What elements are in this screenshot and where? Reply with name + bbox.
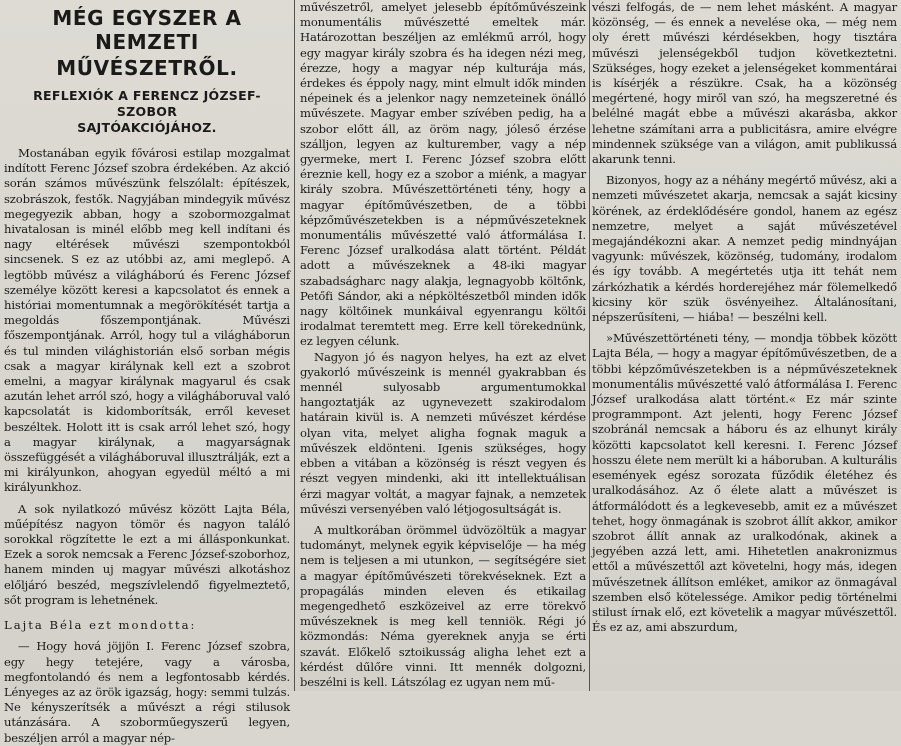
- paragraph: művészetről, amelyet jelesebb építőművészeink monumentális művészetté emeltek már. Határozottan beszéljen az emlékmű arról, hogy egy magyar király szobra és ha idegen nézi meg, érezze, hogy a magyar nép kulturája más, érdekes és éppoly nagy, mint elmult idők minden népeinek és a jelenkor nagy nemzeteinek önálló művészete. Magyar ember szívében pedig, ha a szobor előtt áll, az öröm nagy, jóleső érzése szálljon, legyen az kulturember, vagy a nép gyermeke, mert I. Ferenc József szobra előtt éreznie kell, hogy ez a szobor a miénk, a magyar király szobra. Művészettörténeti tény, hogy a magyar építőművészetben, de a többi képzőművészetekben is a népművészeteknek monumentális művészetté való átformálása I. Ferenc József uralkodása alatt történt. Példát adott a művészeknek a 48-iki magyar szabadságharc nagy alakja, legnagyobb költőnk, Petőfi Sándor, aki a népköltészetből minden idők nagy költőinek munkáival egyenrangu költői irodalmat teremtett meg. Erre kell törekednünk, ez legyen célunk.: [300, 0, 586, 349]
- article-subtitle: [10, 88, 284, 136]
- column-divider: [294, 0, 295, 691]
- column-3: [592, 0, 897, 691]
- paragraph: Bizonyos, hogy az a néhány megértő művész, aki a nemzeti művészetet akarja, nemcsak a saját kicsiny körének, az érdeklődésére gondol, hanem az egész nemzetre, melyet a saját művészetével megajándékozni akar. A nemzet pedig mindnyájan vagyunk: művészek, közönség, tudomány, irodalom és így tovább. A megértetés utja itt tehát nem zárkózhatik a kérdés horderejéhez már fölemelkedő kicsiny kör szük ösvényeihez. Általánosítani, népszerűsíteni, — hiába! — beszélni kell.: [592, 173, 897, 325]
- column-2: [300, 0, 586, 691]
- column-divider: [589, 0, 590, 691]
- article-subtitle-line-2: SAJTÓAKCIÓJÁHOZ.: [77, 120, 217, 135]
- paragraph: — Hogy hová jöjjön I. Ferenc József szobra, egy hegy tetejére, vagy a városba, megfontolandó és nem a legfontosabb kérdés. Lényeges az az örök igazság, hogy: semmi tulzás. Ne kényszerítsék a művészt a régi stilusok utánzására. A szoborműegyszerű legyen, beszéljen arról a magyar nép-: [4, 639, 290, 745]
- paragraph: »Művészettörténeti tény, — mondja többek között Lajta Béla, — hogy a magyar építőművészetben, de a többi képzőművészetekben is a népművészeteknek monumentális művészetté való átformálása I. Ferenc József uralkodása alatt történt.« Ez már szinte programmpont. Azt jelenti, hogy Ferenc József szobránál nemcsak a háboru és az elhunyt király közötti kapcsolatot kell keresni. I. Ferenc József hosszu élete nem merült ki a háboruban. A kulturális események egész sorozata fűződik életéhez és uralkodásához. Az ő élete alatt a művészet is átformálódott és a legkevesebb, amit ez a művészet tehet, hogy önmagának is szobrot állít akkor, amikor szobrot állít annak az uralkodónak, akinek a jegyében azzá lett, ami. Hihetetlen anakronizmus ettől a művészettől azt követelni, hogy más, idegen művészetnek állítson emléket, amikor az önmagával szemben első kötelessége. Amikor pedig történelmi stilust írnak elő, ezt követelik a magyar művészettől. És ez az, ami abszurdum,: [592, 331, 897, 635]
- article-title-line-2: MŰVÉSZETRŐL.: [56, 56, 238, 80]
- column-1: [4, 0, 290, 745]
- paragraph: A sok nyilatkozó művész között Lajta Béla, műépítész nagyon tömör és nagyon találó sorokkal rögzítette le ezt a mi állásponkunkat. Ezek a sorok nemcsak a Ferenc József-szoborhoz, hanem minden uj magyar művészi alkotáshoz előljáró beszéd, megszívlelendő figyelmeztető, sőt program is lehetnének.: [4, 501, 290, 607]
- article-subtitle-line-1: REFLEXIÓK A FERENCZ JÓZSEF-SZOBOR: [33, 88, 261, 119]
- paragraph: Nagyon jó és nagyon helyes, ha ezt az elvet gyakorló művészeink is mennél gyakrabban és mennél sulyosabb argumentumokkal hangoztatják az ugynevezett szakirodalom határain kivül is. A nemzeti művészet kérdése olyan vita, melyet aligha fognak maguk a művészek eldönteni. Igenis szükséges, hogy ebben a vitában a közönség is részt vegyen és részt vegyen mindenki, aki itt intellektuálisan érzi magyar voltát, a magyar fajnak, a nemzetek művészi versenyében való létjogosultságát is.: [300, 349, 586, 516]
- paragraph-quote-intro: Lajta Béla ezt mondotta:: [4, 618, 197, 633]
- paragraph: vészi felfogás, de — nem lehet másként. A magyar közönség, — és ennek a nevelése okа, — még nem oly érett művészi kérdésekben, hogy tisztára művészi jelenségekből tudjon következtetni. Szükséges, hogy ezeket a jelenségeket kommentárai is kísérjék a részükre. Csak, ha a közönség megértené, hogy miről van szó, ha megszeretné és belélné magát ebbe a művészi akarásba, akkor lehetne számítani arra a publicitásra, amire elvégre mindennek szüksége van a világon, amit publikussá akarunk tenni.: [592, 0, 897, 167]
- paragraph: Mostanában egyik fővárosi estilap mozgalmat indított Ferenc József szobra érdekében. Az akció során számos művészünk felszólalt: építészek, szobrászok, festők. Nagyjában mindegyik művész megegyezik abban, hogy a szobormozgalmat hivatalosan is minél előbb meg kell indítani és nagy eltérések művészi szempontokból sincsenek. S ez az utóbbi az, ami meglepő. A legtöbb művész a világháború és Ferenc József személye között keresi a kapcsolatot és ennek a históriai momentumnak a megörökítését tartja a megoldás főszempontjának. Művészi főszempontjának. Arról, hogy tul a világháborun és tul minden világhistorián első sorban mégis csak a magyar királynak kell ezt a szobrot emelni, a magyar királynak magyarul és csak azután lehet arról szó, hogy a világháboruval való kapcsolatát is kidomborítsák, erről keveset beszéltek. Holott itt is csak arról lehet szó, hogy a magyar királynak, a magyarságnak összefüggését a világháboruval illusztrálják, ezt a mi királyunkon, ahogyan egyedül méltó a mi királyunkhoz.: [4, 146, 290, 495]
- article-title-line-1: MÉG EGYSZER A NEMZETI: [52, 6, 242, 54]
- paragraph: A multkorában örömmel üdvözöltük a magyar tudományt, melynek egyik képviselője — ha még nem is teljesen a mi utunkon, — segítségére siet a magyar építőművészeti törekvéseknek. Ezt a propagálás minden eleven és etikailag megengedhető eszközeivel az erre törekvő művészeknek is meg kell tenniök. Régi jó közmondás: Néma gyereknek anyja se érti szavát. Előkelő sztoikusság aligha lehet ezt a kérdést dűlőre vinni. Itt mennék dolgozni, beszélni is kell. Látszólag ez ugyan nem mű-: [300, 522, 586, 689]
